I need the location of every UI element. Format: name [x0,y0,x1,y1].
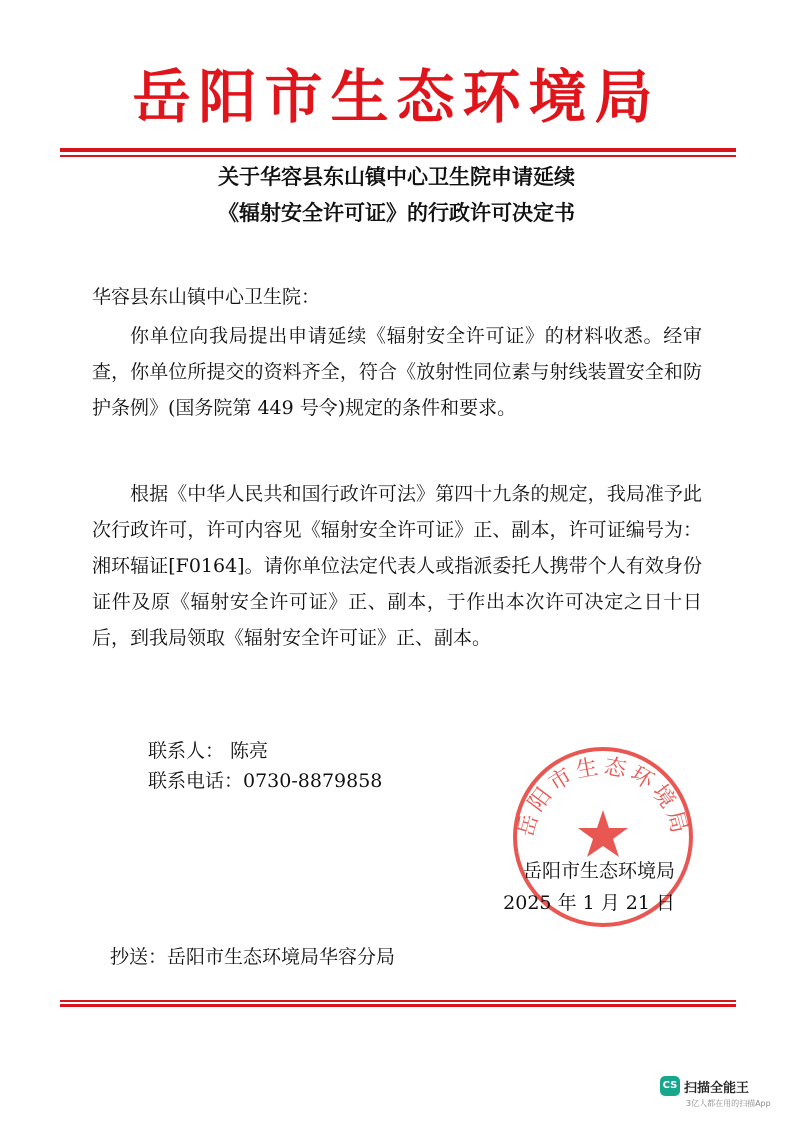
contact-phone: 联系电话：0730-8879858 [148,770,383,792]
document-title-line-2: 《辐射安全许可证》的行政许可决定书 [218,201,575,225]
camscanner-watermark [660,1076,792,1116]
body-paragraph-2: 根据《中华人民共和国行政许可法》第四十九条的规定，我局准予此次行政许可，许可内容见《辐射安全许可证》正、副本，许可证编号为：湘环辐证[F0164]。请你单位法定代表人或指派委托人携带个人有效身份证件及原《辐射安全许可证》正、副本，于作出本次许可决定之日十日后，到我局领取《辐射安全许可证》正、副本。 [92,483,702,649]
footer-rule-thick [60,1004,736,1007]
document-title-line-1: 关于华容县东山镇中心卫生院申请延续 [218,165,575,189]
footer-rule-thin [60,1000,736,1002]
cc-recipient: 抄送：岳阳市生态环境局华容分局 [110,946,396,968]
addressee: 华容县东山镇中心卫生院： [92,286,321,308]
signing-authority: 岳阳市生态环境局 [522,860,675,882]
watermark-tagline: 3亿人都在用的扫描App [686,1099,771,1108]
contact-person: 联系人： 陈亮 [148,740,269,762]
signing-date: 2025 年 1 月 21 日 [503,892,675,914]
watermark-app-name: 扫描全能王 [684,1081,750,1096]
header-rule-thick [60,148,736,152]
issuing-authority-heading: 岳阳市生态环境局 [132,63,661,131]
svg-text:岳阳市生态环境局: 岳阳市生态环境局 [513,754,693,840]
header-rule-thin [60,155,736,157]
camscanner-logo-icon: CS [660,1076,680,1096]
body-paragraph-1: 你单位向我局提出申请延续《辐射安全许可证》的材料收悉。经审查，你单位所提交的资料齐全，符合《放射性同位素与射线装置安全和防护条例》(国务院第 449 号令)规定的条件和要求。 [92,325,702,419]
